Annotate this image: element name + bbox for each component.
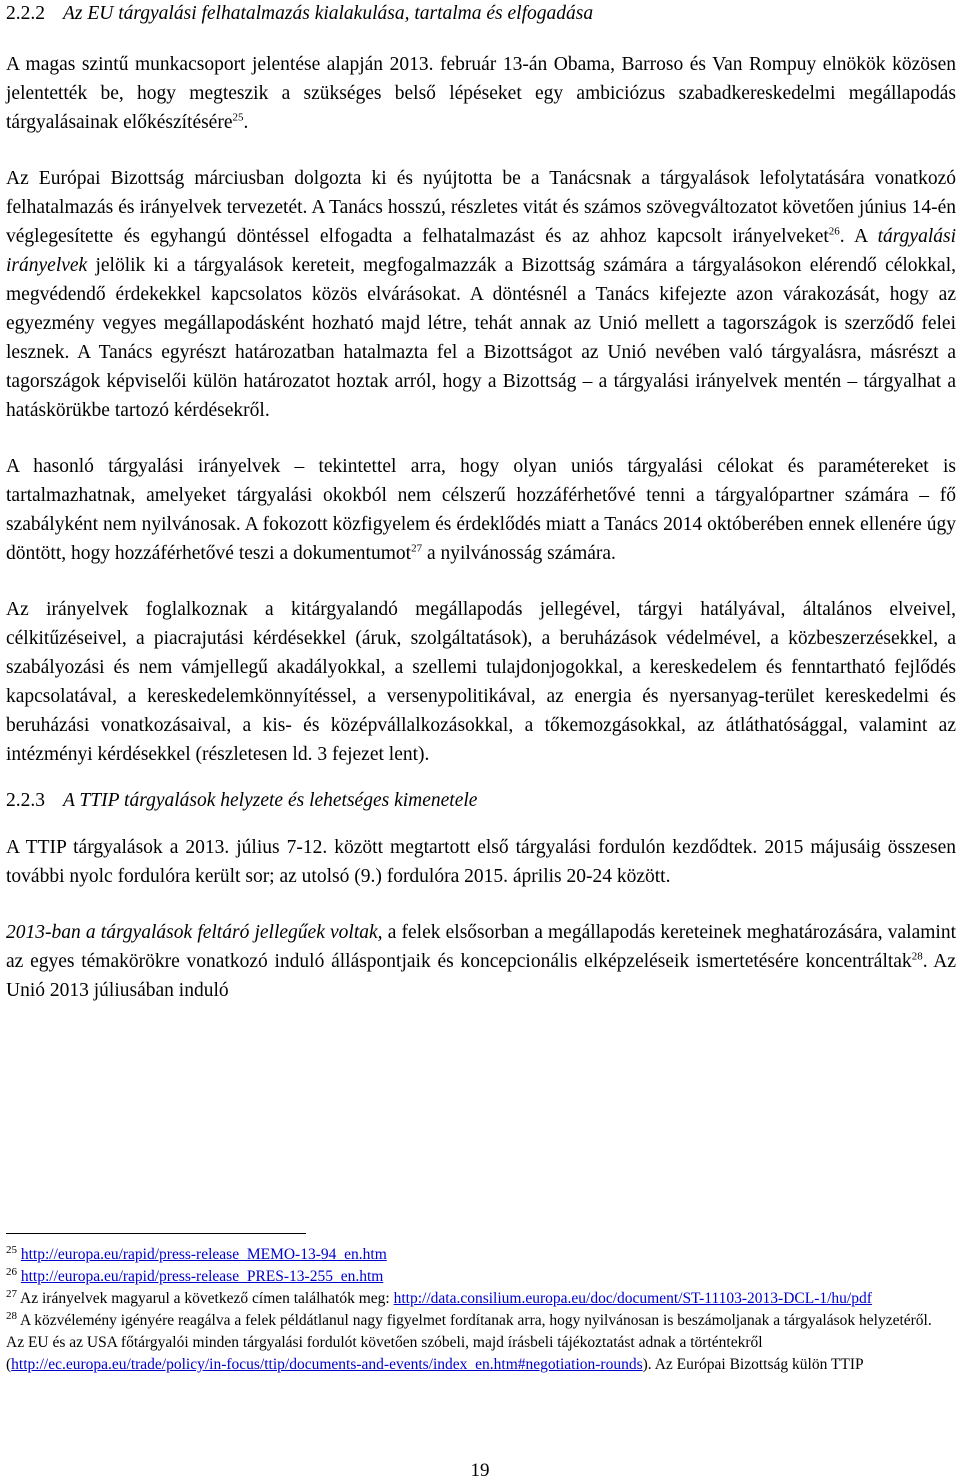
- section-title: A TTIP tárgyalások helyzete és lehetséges kimenetele: [63, 790, 478, 811]
- section-heading-2-2-3: [6, 787, 956, 815]
- section-number: 2.2.2: [6, 3, 45, 24]
- paragraph-5: A TTIP tárgyalások a 2013. július 7-12. között megtartott első tárgyalási fordulón kezdődtek. 2015 májusáig összesen további nyolc fordulóra került sor; az utolsó (9.) fordulóra 2015. április 20-24 között.: [6, 837, 956, 887]
- footnote-26: $^{26}$ http://europa.eu/rapid/press-release_PRES-13-255_en.htm: [6, 1265, 384, 1285]
- footnote-link[interactable]: http://europa.eu/rapid/press-release_PRES-13-255_en.htm: [20, 1268, 384, 1285]
- section-number: 2.2.3: [6, 790, 45, 811]
- footnote-link[interactable]: http://ec.europa.eu/trade/policy/in-focus/ttip/documents-and-events/index_en.htm#negotiation-rounds: [11, 1356, 643, 1373]
- section-heading-2-2-2: [6, 0, 956, 28]
- footnote-ref-28[interactable]: 28: [911, 950, 923, 963]
- italic-lead: 2013-ban a tárgyalások feltáró jellegűek voltak,: [6, 922, 383, 943]
- paragraph-6: 2013-ban a tárgyalások feltáró jellegűek voltak, a felek elsősorban a megállapodás kereteinek meghatározására, valamint az egyes témakörökre vonatkozó induló álláspontjaik és koncepcionális elképzeléseik ismertetésére koncentráltak$^{28}$. Az Unió 2013 júliusában induló: [6, 922, 956, 1001]
- footnote-ref-27[interactable]: 27: [411, 542, 423, 555]
- section-title: Az EU tárgyalási felhatalmazás kialakulása, tartalma és elfogadása: [63, 3, 594, 24]
- footnote-25: $^{25}$ http://europa.eu/rapid/press-release_MEMO-13-94_en.htm: [6, 1243, 387, 1263]
- paragraph-4: Az irányelvek foglalkoznak a kitárgyalandó megállapodás jellegével, tárgyi hatályával, általános elveivel, célkitűzéseivel, a piacrajutási kérdésekkel (áruk, szolgáltatások), a beruházások védelmével, a közbeszerzésekkel, a szabályozási és nem vámjellegű akadályokkal, a szellemi tulajdonjogokkal, a kereskedelem és fenntartható fejlődés kapcsolatával, a kereskedelemkönnyítéssel, a versenypolitikával, az energia és nyersanyag-terület kereskedelmi és beruházási vonatkozásaival, a kis- és középvállalkozásokkal, a tőkemozgásokkal, az átláthatósággal, valamint az intézményi kérdésekkel (részletesen ld. 3 fejezet lent).: [6, 599, 956, 765]
- footnotes: [6, 1244, 952, 1376]
- paragraph-1: A magas szintű munkacsoport jelentése alapján 2013. február 13-án Obama, Barroso és Van Rompuy elnökök közösen jelentették be, hogy megteszik a szükséges belső lépéseket egy ambiciózus szabadkereskedelmi megállapodás tárgyalásainak előkészítésére$^{25}$.: [6, 54, 956, 133]
- paragraph-3: A hasonló tárgyalási irányelvek – tekintettel arra, hogy olyan uniós tárgyalási célokat és paramétereket is tartalmazhatnak, amelyeket tárgyalási okokból nem célszerű hozzáférhetővé tenni a tárgyalópartner számára – fő szabályként nem nyilvánosak. A fokozott közfigyelem és érdeklődés miatt a Tanács 2014 októberében ennek ellenére úgy döntött, hogy hozzáférhetővé teszi a dokumentumot$^{27}$ a nyilvánosság számára.: [6, 456, 956, 564]
- paragraph-2: Az Európai Bizottság márciusban dolgozta ki és nyújtotta be a Tanácsnak a tárgyalások lefolytatására vonatkozó felhatalmazás és irányelvek tervezetét. A Tanács hosszú, részletes vitát és számos szövegváltozatot követően június 14-én véglegesítette és egyhangú döntéssel elfogadta a felhatalmazást és az ahhoz kapcsolt irányelveket$^{26}$. A tárgyalási irányelvek jelölik ki a tárgyalások kereteit, megfogalmazzák a Bizottság számára a tárgyalásokon elérendő célokkal, megvédendő érdekekkel kapcsolatos közös elvárásokat. A döntésnél a Tanács kifejezte azon várakozását, hogy az egyezmény vegyes megállapodásként hozható majd létre, tehát annak az Unió mellett a tagországok is szerződő felei lesznek. A Tanács egyrészt határozatban hatalmazta fel a Bizottságot az Unió nevében való tárgyalásra, másrészt a tagországok képviselői külön határozatot hoztak arról, hogy a Bizottság – a tárgyalási irányelvek mentén – tárgyalhat a hatáskörükbe tartozó kérdésekről.: [6, 168, 956, 421]
- footnote-27: $^{27}$ Az irányelvek magyarul a következő címen találhatók meg: http://data.consilium.europa.eu/doc/document/ST-11103-2013-DCL-1/hu/pdf: [6, 1287, 872, 1307]
- footnote-separator: [6, 1233, 306, 1234]
- footnote-link[interactable]: http://europa.eu/rapid/press-release_MEMO-13-94_en.htm: [20, 1246, 387, 1263]
- page-number: 19: [470, 1460, 490, 1481]
- footnote-28: $^{28}$ A közvélemény igényére reagálva a felek példátlanul nagy figyelmet fordítanak arra, hogy nyilvánosan is beszámoljanak a tárgyalások helyzetéről. Az EU és az USA főtárgyalói minden tárgyalási fordulót követően szóbeli, majd írásbeli tájékoztatást adnak a történtekről (http://ec.europa.eu/trade/policy/in-focus/ttip/documents-and-events/index_en.htm#negotiation-rounds). Az Európai Bizottság külön TTIP: [6, 1309, 932, 1373]
- footnote-link[interactable]: http://data.consilium.europa.eu/doc/document/ST-11103-2013-DCL-1/hu/pdf: [393, 1290, 872, 1307]
- italic-term: tárgyalási irányelvek: [6, 226, 956, 276]
- footnote-ref-25[interactable]: 25: [232, 111, 244, 124]
- document-page: [6, 0, 956, 1005]
- footnote-ref-26[interactable]: 26: [828, 225, 840, 238]
